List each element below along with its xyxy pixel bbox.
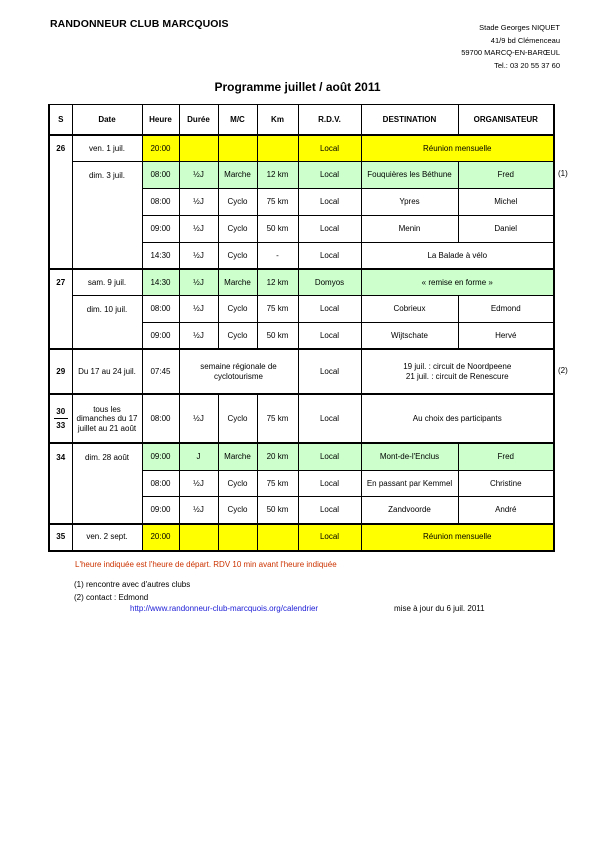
rdv-cell: Local (298, 394, 361, 443)
time-cell: 20:00 (142, 524, 179, 551)
footnote-2: (2) contact : Edmond (74, 592, 149, 602)
week-cell: 26 (49, 135, 72, 162)
rdv-cell: Local (298, 296, 361, 323)
date-cell: sam. 9 juil. (72, 269, 142, 296)
table-row (49, 323, 554, 350)
km-cell: 75 km (257, 296, 298, 323)
week-end: 33 (56, 421, 66, 431)
destination-cell: Menin (361, 215, 458, 242)
week-cell: 29 (49, 349, 72, 394)
date-cell (72, 242, 142, 269)
duration-cell: ½J (179, 189, 218, 216)
table-row (49, 470, 554, 497)
event-cell: Réunion mensuelle (361, 524, 554, 551)
organizer-cell: Daniel (458, 215, 554, 242)
col-header-organizer: ORGANISATEUR (458, 105, 554, 136)
event-detail-line: 19 juil. : circuit de Noordpeene (403, 362, 512, 372)
col-header-date: Date (72, 105, 142, 136)
date-cell: tous les dimanches du 17 juillet au 21 août (72, 394, 142, 443)
destination-cell: Wijtschate (361, 323, 458, 350)
time-cell: 14:30 (142, 269, 179, 296)
date-cell (72, 470, 142, 497)
rdv-cell: Local (298, 524, 361, 551)
address-line: 59700 MARCQ-EN-BARŒUL (461, 48, 560, 57)
event-cell: Réunion mensuelle (361, 135, 554, 162)
date-cell (72, 189, 142, 216)
table-row (49, 443, 554, 470)
week-cell: 35 (49, 524, 72, 551)
footnote-marker-2: (2) (558, 366, 568, 375)
week-cell (49, 242, 72, 269)
club-address (390, 22, 560, 72)
event-type-cell: semaine régionale de cyclotourisme (179, 349, 298, 394)
rdv-cell: Local (298, 470, 361, 497)
date-cell: Du 17 au 24 juil. (72, 349, 142, 394)
week-cell (49, 296, 72, 323)
week-cell (49, 470, 72, 497)
col-header-rdv: R.D.V. (298, 105, 361, 136)
mode-cell: Marche (218, 269, 257, 296)
time-cell: 07:45 (142, 349, 179, 394)
mode-cell (218, 135, 257, 162)
date-cell: ven. 1 juil. (72, 135, 142, 162)
departure-time-note: L'heure indiquée est l'heure de départ. RDV 10 min avant l'heure indiquée (75, 560, 337, 569)
week-cell: 34 (49, 443, 72, 470)
mode-cell: Cyclo (218, 394, 257, 443)
km-cell: 50 km (257, 323, 298, 350)
date-cell (72, 497, 142, 524)
time-cell: 09:00 (142, 323, 179, 350)
week-start: 30 (56, 406, 66, 416)
rdv-cell: Local (298, 135, 361, 162)
km-cell: 20 km (257, 443, 298, 470)
table-row (49, 135, 554, 162)
duration-cell: ½J (179, 394, 218, 443)
week-cell (49, 394, 72, 443)
mode-cell: Cyclo (218, 189, 257, 216)
organizer-cell: Fred (458, 162, 554, 189)
mode-cell: Cyclo (218, 242, 257, 269)
last-update: mise à jour du 6 juil. 2011 (394, 604, 485, 613)
rdv-cell: Local (298, 242, 361, 269)
duration-cell: ½J (179, 269, 218, 296)
week-cell: 27 (49, 269, 72, 296)
organizer-cell: André (458, 497, 554, 524)
page-title: Programme juillet / août 2011 (214, 80, 381, 94)
km-cell (257, 524, 298, 551)
week-cell (49, 497, 72, 524)
col-header-time: Heure (142, 105, 179, 136)
duration-cell (179, 524, 218, 551)
mode-cell: Cyclo (218, 497, 257, 524)
event-cell: Au choix des participants (361, 394, 554, 443)
time-cell: 08:00 (142, 394, 179, 443)
mode-cell: Cyclo (218, 323, 257, 350)
address-line: Stade Georges NIQUET (479, 23, 560, 32)
organizer-cell: Edmond (458, 296, 554, 323)
destination-cell: Fouquières les Béthune (361, 162, 458, 189)
date-cell (72, 323, 142, 350)
mode-cell: Cyclo (218, 215, 257, 242)
mode-cell: Marche (218, 162, 257, 189)
organizer-cell: Michel (458, 189, 554, 216)
rdv-cell: Domyos (298, 269, 361, 296)
time-cell: 08:00 (142, 470, 179, 497)
duration-cell: ½J (179, 470, 218, 497)
duration-cell (179, 135, 218, 162)
time-cell: 08:00 (142, 296, 179, 323)
table-row (49, 524, 554, 551)
organizer-cell: Fred (458, 443, 554, 470)
time-cell: 14:30 (142, 242, 179, 269)
destination-cell: Cobrieux (361, 296, 458, 323)
km-cell: 50 km (257, 215, 298, 242)
table-row (49, 189, 554, 216)
table-row (49, 296, 554, 323)
rdv-cell: Local (298, 189, 361, 216)
date-cell: dim. 28 août (72, 443, 142, 470)
km-cell: 50 km (257, 497, 298, 524)
mode-cell: Marche (218, 443, 257, 470)
week-cell (49, 189, 72, 216)
km-cell: 12 km (257, 269, 298, 296)
col-header-km: Km (257, 105, 298, 136)
week-cell (49, 215, 72, 242)
km-cell: 12 km (257, 162, 298, 189)
rdv-cell: Local (298, 497, 361, 524)
km-cell: 75 km (257, 189, 298, 216)
rdv-cell: Local (298, 443, 361, 470)
date-cell: dim. 10 juil. (72, 296, 142, 323)
event-cell: « remise en forme » (361, 269, 554, 296)
table-row (49, 162, 554, 189)
table-row (49, 215, 554, 242)
rdv-cell: Local (298, 349, 361, 394)
km-cell: 75 km (257, 394, 298, 443)
event-detail-line: 21 juil. : circuit de Renescure (405, 371, 509, 381)
rdv-cell: Local (298, 215, 361, 242)
footnote-marker-1: (1) (558, 169, 568, 178)
program-table (48, 104, 555, 552)
table-row (49, 269, 554, 296)
col-header-destination: DESTINATION (361, 105, 458, 136)
duration-cell: J (179, 443, 218, 470)
club-name: RANDONNEUR CLUB MARCQUOIS (50, 18, 229, 30)
destination-cell: Mont-de-l'Enclus (361, 443, 458, 470)
event-cell: La Balade à vélo (361, 242, 554, 269)
km-cell: 75 km (257, 470, 298, 497)
duration-cell: ½J (179, 215, 218, 242)
destination-cell: En passant par Kemmel (361, 470, 458, 497)
week-cell (49, 162, 72, 189)
rdv-cell: Local (298, 323, 361, 350)
duration-cell: ½J (179, 242, 218, 269)
destination-cell: Zandvoorde (361, 497, 458, 524)
time-cell: 09:00 (142, 215, 179, 242)
time-cell: 08:00 (142, 189, 179, 216)
event-detail-cell (361, 349, 554, 394)
time-cell: 09:00 (142, 443, 179, 470)
rdv-cell: Local (298, 162, 361, 189)
km-cell (257, 135, 298, 162)
col-header-mode: M/C (218, 105, 257, 136)
date-cell (72, 215, 142, 242)
time-cell: 09:00 (142, 497, 179, 524)
calendar-link[interactable]: http://www.randonneur-club-marcquois.org/calendrier (130, 604, 319, 613)
table-header-row (49, 105, 554, 136)
table-row (49, 242, 554, 269)
organizer-cell: Christine (458, 470, 554, 497)
organizer-cell: Hervé (458, 323, 554, 350)
mode-cell (218, 524, 257, 551)
time-cell: 20:00 (142, 135, 179, 162)
table-row (49, 497, 554, 524)
duration-cell: ½J (179, 497, 218, 524)
date-cell: ven. 2 sept. (72, 524, 142, 551)
address-line: 41/9 bd Clémenceau (490, 35, 560, 45)
time-cell: 08:00 (142, 162, 179, 189)
footnote-1: (1) rencontre avec d'autres clubs (74, 580, 191, 589)
duration-cell: ½J (179, 162, 218, 189)
mode-cell: Cyclo (218, 296, 257, 323)
week-cell (49, 323, 72, 350)
duration-cell: ½J (179, 296, 218, 323)
km-cell: - (257, 242, 298, 269)
footnotes (74, 579, 190, 604)
week-range-divider (54, 418, 68, 419)
address-line: Tel.: 03 20 55 37 60 (494, 60, 560, 70)
col-header-week: S (49, 105, 72, 136)
table-row (49, 349, 554, 394)
duration-cell: ½J (179, 323, 218, 350)
table-row (49, 394, 554, 443)
mode-cell: Cyclo (218, 470, 257, 497)
col-header-duration: Durée (179, 105, 218, 136)
date-cell: dim. 3 juil. (72, 162, 142, 189)
destination-cell: Ypres (361, 189, 458, 216)
